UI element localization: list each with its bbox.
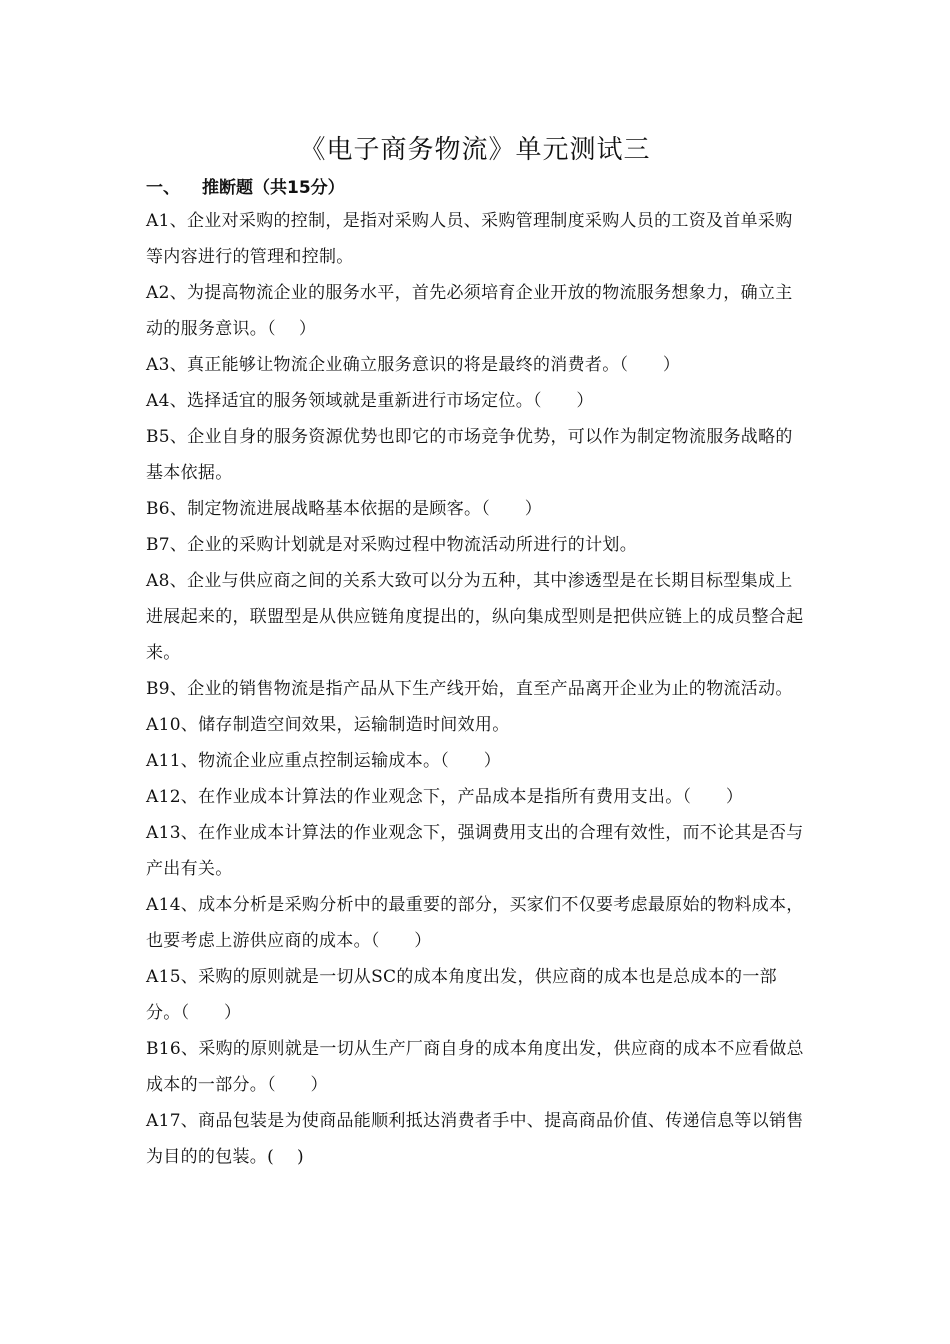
- question-item: A15、采购的原则就是一切从SC的成本角度出发，供应商的成本也是总成本的一部分。（ ）: [146, 967, 777, 1023]
- question-item: A8、企业与供应商之间的关系大致可以分为五种，其中渗透型是在长期目标型集成上进展起来的，联盟型是从供应链角度提出的，纵向集成型则是把供应链上的成员整合起来。: [146, 571, 804, 663]
- question-item: A17、商品包装是为使商品能顺利抵达消费者手中、提高商品价值、传递信息等以销售为目的的包装。( ): [146, 1111, 804, 1167]
- question-item: B5、企业自身的服务资源优势也即它的市场竞争优势，可以作为制定物流服务战略的基本依据。: [146, 427, 793, 483]
- question-item: A3、真正能够让物流企业确立服务意识的将是最终的消费者。（ ）: [146, 355, 681, 375]
- question-item: A2、为提高物流企业的服务水平，首先必须培育企业开放的物流服务想象力，确立主动的服务意识。（ ）: [146, 283, 793, 339]
- document-title: 《电子商务物流》单元测试三: [299, 135, 651, 165]
- question-item: A11、物流企业应重点控制运输成本。（ ）: [146, 751, 502, 771]
- question-item: B7、企业的采购计划就是对采购过程中物流活动所进行的计划。: [146, 535, 638, 555]
- question-item: B6、制定物流进展战略基本依据的是顾客。（ ）: [146, 499, 543, 519]
- question-item: A14、成本分析是采购分析中的最重要的部分，买家们不仅要考虑最原始的物料成本，也要考虑上游供应商的成本。（ ）: [146, 895, 804, 951]
- section-number: 一、: [146, 178, 180, 198]
- question-list: [146, 203, 806, 1175]
- question-item: A1、企业对采购的控制，是指对采购人员、采购管理制度采购人员的工资及首单采购等内容进行的管理和控制。: [146, 211, 793, 267]
- section-title: 推断题（共15分）: [202, 178, 345, 198]
- question-item: A12、在作业成本计算法的作业观念下，产品成本是指所有费用支出。（ ）: [146, 787, 744, 807]
- question-item: A4、选择适宜的服务领域就是重新进行市场定位。（ ）: [146, 391, 594, 411]
- section-heading: [146, 176, 345, 200]
- question-item: B9、企业的销售物流是指产品从下生产线开始，直至产品离开企业为止的物流活动。: [146, 679, 793, 699]
- question-item: B16、采购的原则就是一切从生产厂商自身的成本角度出发，供应商的成本不应看做总成本的一部分。（ ）: [146, 1039, 804, 1095]
- question-item: A13、在作业成本计算法的作业观念下，强调费用支出的合理有效性，而不论其是否与产出有关。: [146, 823, 804, 879]
- question-item: A10、储存制造空间效果，运输制造时间效用。: [146, 715, 510, 735]
